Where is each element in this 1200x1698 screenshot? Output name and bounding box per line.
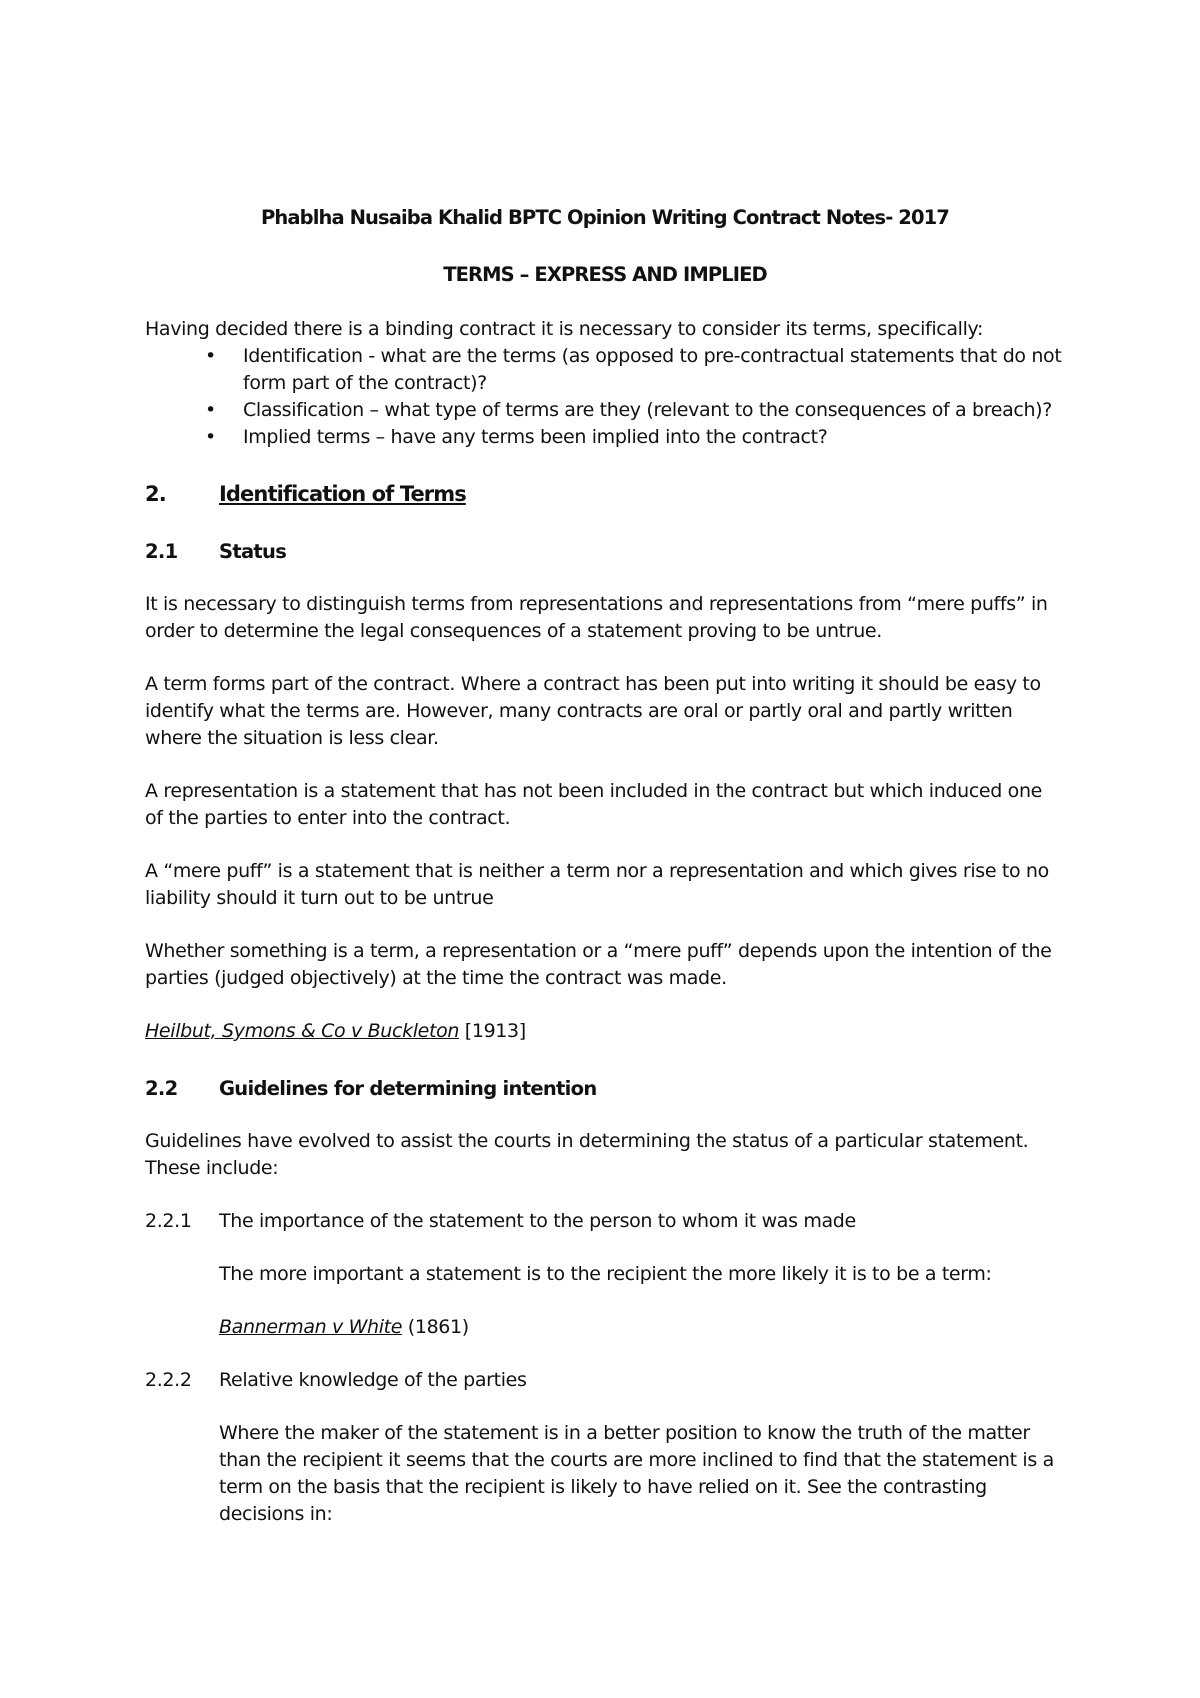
document-title: Phablha Nusaiba Khalid BPTC Opinion Writing Contract Notes- 2017 — [261, 206, 949, 229]
section-heading — [145, 481, 1065, 508]
paragraph: Guidelines have evolved to assist the courts in determining the status of a particular statement. These include: — [145, 1130, 1029, 1179]
section-title: Identification of Terms — [219, 482, 466, 506]
list-item-text: Implied terms – have any terms been implied into the contract? — [243, 426, 828, 448]
list-item-text: Identification - what are the terms (as opposed to pre-contractual statements that do not form part of the contract)? — [243, 345, 1062, 394]
case-year: [1913] — [459, 1020, 526, 1042]
item-number: 2.2.2 — [145, 1369, 192, 1391]
section-number: 2. — [145, 482, 166, 506]
document-subtitle: TERMS – EXPRESS AND IMPLIED — [443, 263, 767, 286]
paragraph: A term forms part of the contract. Where a contract has been put into writing it should be easy to identify what the terms are. However, many contracts are oral or partly oral and partly written where the situation is less clear. — [145, 673, 1041, 749]
paragraph: A “mere puff” is a statement that is neither a term nor a representation and which gives rise to no liability should it turn out to be untrue — [145, 860, 1049, 909]
subsection-title: Status — [219, 540, 287, 563]
indented-paragraph: Where the maker of the statement is in a better position to know the truth of the matter than the recipient it seems that the courts are more inclined to find that the statement is a term on the basis that the recipient is likely to have relied on it. See the contrasting decisions in: — [219, 1422, 1054, 1525]
case-citation — [145, 1314, 1065, 1341]
case-name: Bannerman v White — [219, 1316, 403, 1338]
intro-paragraph: Having decided there is a binding contract it is necessary to consider its terms, specifically: — [145, 318, 984, 340]
numbered-item — [145, 1208, 1065, 1235]
paragraph: It is necessary to distinguish terms from representations and representations from “mere puffs” in order to determine the legal consequences of a statement proving to be untrue. — [145, 593, 1048, 642]
case-citation — [145, 1018, 1065, 1045]
case-name: Heilbut, Symons & Co v Buckleton — [145, 1020, 460, 1042]
subsection-heading — [145, 538, 1065, 565]
item-number: 2.2.1 — [145, 1210, 192, 1232]
case-year: (1861) — [402, 1316, 469, 1338]
list-item — [145, 343, 1065, 397]
subsection-number: 2.1 — [145, 540, 178, 563]
paragraph: Whether something is a term, a representation or a “mere puff” depends upon the intention of the parties (judged objectively) at the time the contract was made. — [145, 940, 1052, 989]
subsection-heading — [145, 1075, 1065, 1102]
item-title: The importance of the statement to the person to whom it was made — [219, 1210, 856, 1232]
list-item — [145, 424, 1065, 451]
subsection-number: 2.2 — [145, 1077, 178, 1100]
bullet-icon: • — [205, 345, 216, 367]
document-body — [145, 204, 1065, 1528]
bullet-list — [145, 343, 1065, 451]
numbered-item — [145, 1367, 1065, 1394]
list-item-text: Classification – what type of terms are they (relevant to the consequences of a breach)? — [243, 399, 1052, 421]
bullet-icon: • — [205, 399, 216, 421]
bullet-icon: • — [205, 426, 216, 448]
list-item — [145, 397, 1065, 424]
paragraph: A representation is a statement that has not been included in the contract but which induced one of the parties to enter into the contract. — [145, 780, 1042, 829]
item-title: Relative knowledge of the parties — [219, 1369, 527, 1391]
indented-paragraph: The more important a statement is to the recipient the more likely it is to be a term: — [219, 1263, 992, 1285]
subsection-title: Guidelines for determining intention — [219, 1077, 597, 1100]
